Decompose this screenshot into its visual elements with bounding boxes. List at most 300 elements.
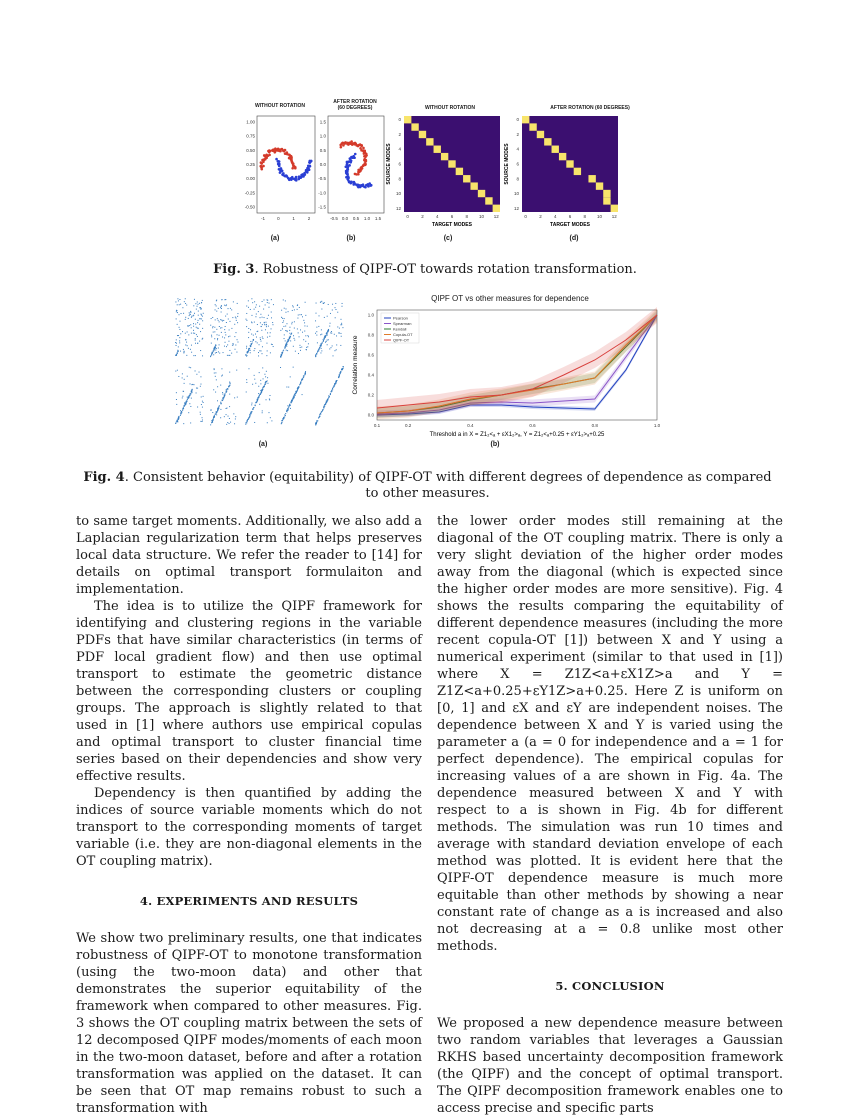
copula-point: [254, 422, 255, 423]
copula-point: [216, 379, 217, 380]
copula-point: [291, 399, 292, 400]
copula-point: [302, 394, 303, 395]
copula-point: [262, 412, 263, 413]
copula-point: [335, 303, 336, 304]
copula-point: [188, 326, 189, 327]
copula-point: [321, 329, 322, 330]
copula-point: [179, 304, 180, 305]
matrix-cell: [441, 153, 448, 160]
copula-point: [315, 424, 316, 425]
copula-point: [228, 341, 229, 342]
copula-point: [263, 299, 264, 300]
copula-point: [198, 320, 199, 321]
copula-point: [327, 316, 328, 317]
matrix-cell: [493, 205, 500, 212]
copula-point: [294, 328, 295, 329]
copula-point: [248, 332, 249, 333]
copula-point: [326, 341, 327, 342]
fig3-panel-d-title: AFTER ROTATION (60 DEGREES): [550, 105, 630, 111]
copula-point: [180, 414, 181, 415]
y-tick-label: -0.25: [244, 190, 255, 196]
copula-point: [176, 343, 177, 344]
copula-point: [224, 305, 225, 306]
copula-point: [183, 391, 184, 392]
y-tick-label: 1.0: [319, 133, 326, 139]
copula-point: [183, 313, 184, 314]
copula-point: [202, 407, 203, 408]
copula-point: [177, 353, 178, 354]
copula-point: [285, 346, 286, 347]
moon-point: [350, 181, 353, 184]
copula-point: [300, 383, 301, 384]
copula-point: [317, 420, 318, 421]
copula-point: [294, 321, 295, 322]
legend-label: Spearman: [393, 321, 412, 326]
copula-point: [318, 418, 319, 419]
copula-point: [201, 302, 202, 303]
copula-point: [228, 336, 229, 337]
copula-point: [265, 322, 266, 323]
copula-point: [229, 386, 230, 387]
copula-point: [329, 348, 330, 349]
copula-point: [221, 375, 222, 376]
copula-point: [319, 414, 320, 415]
copula-point: [332, 389, 333, 390]
matrix-cell: [537, 131, 544, 138]
copula-point: [246, 313, 247, 314]
copula-point: [285, 345, 286, 346]
copula-point: [296, 392, 297, 393]
copula-point: [227, 314, 228, 315]
moon-point: [263, 154, 266, 157]
copula-point: [285, 330, 286, 331]
copula-point: [253, 340, 254, 341]
copula-point: [200, 386, 201, 387]
copula-point: [327, 335, 328, 336]
copula-point: [260, 322, 261, 323]
copula-point: [194, 333, 195, 334]
y-tick-label: 12: [395, 205, 401, 211]
copula-point: [199, 303, 200, 304]
copula-point: [304, 331, 305, 332]
copula-point: [229, 394, 230, 395]
copula-point: [295, 395, 296, 396]
copula-point: [229, 385, 230, 386]
copula-point: [199, 341, 200, 342]
copula-point: [254, 379, 255, 380]
left-paragraph-2: The idea is to utilize the QIPF framework for identifying and clustering regions in the variable PDFs that have similar characteristics (in terms of PDF local gradient flow) and then use optimal transport to estimate the geometric distance between the corresponding clusters or coupling groups. The approach is slightly related to that used in [1] where authors use empirical copulas and optimal transport to cluster financial time series based on their dependencies and show very effective results.: [76, 599, 422, 784]
copula-point: [319, 349, 320, 350]
copula-point: [264, 324, 265, 325]
x-tick-label: -0.5: [330, 216, 338, 221]
copula-point: [289, 337, 290, 338]
copula-point: [176, 339, 177, 340]
moon-point: [340, 146, 343, 149]
copula-point: [290, 405, 291, 406]
copula-point: [215, 414, 216, 415]
copula-point: [184, 301, 185, 302]
moon-point: [354, 153, 357, 156]
copula-point: [210, 325, 211, 326]
copula-point: [315, 320, 316, 321]
copula-point: [301, 379, 302, 380]
copula-point: [213, 326, 214, 327]
copula-point: [191, 345, 192, 346]
copula-point: [225, 393, 226, 394]
copula-point: [304, 322, 305, 323]
copula-point: [327, 344, 328, 345]
x-tick-label: 2: [539, 214, 542, 219]
copula-point: [293, 395, 294, 396]
copula-point: [200, 314, 201, 315]
copula-point: [323, 409, 324, 410]
copula-point: [219, 335, 220, 336]
y-tick-label: 1.0: [367, 312, 374, 318]
copula-point: [316, 423, 317, 424]
copula-point: [272, 324, 273, 325]
copula-point: [177, 335, 178, 336]
copula-point: [271, 299, 272, 300]
copula-point: [246, 346, 247, 347]
copula-point: [217, 386, 218, 387]
copula-point: [259, 395, 260, 396]
matrix-cell: [611, 205, 618, 212]
copula-point: [214, 348, 215, 349]
moon-point: [260, 168, 263, 171]
copula-point: [178, 300, 179, 301]
copula-point: [315, 423, 316, 424]
copula-point: [260, 350, 261, 351]
copula-point: [254, 348, 255, 349]
copula-point: [211, 420, 212, 421]
matrix-y-axis-label: SOURCE MODES: [504, 143, 510, 185]
copula-point: [331, 331, 332, 332]
copula-point: [267, 302, 268, 303]
fig3-letter-b: (b): [346, 235, 356, 242]
copula-point: [215, 352, 216, 353]
copula-point: [321, 344, 322, 345]
copula-point: [176, 404, 177, 405]
copula-point: [218, 347, 219, 348]
copula-point: [235, 349, 236, 350]
copula-point: [182, 307, 183, 308]
copula-point: [237, 342, 238, 343]
copula-point: [200, 331, 201, 332]
copula-point: [212, 327, 213, 328]
copula-point: [193, 330, 194, 331]
x-tick-label: 8: [583, 214, 587, 219]
copula-point: [269, 399, 270, 400]
copula-point: [332, 388, 333, 389]
copula-point: [252, 322, 253, 323]
copula-point: [201, 396, 202, 397]
copula-point: [266, 326, 267, 327]
fig4-letter-a: (a): [258, 441, 268, 448]
copula-point: [258, 396, 259, 397]
copula-point: [255, 334, 256, 335]
copula-point: [245, 422, 246, 423]
copula-point: [250, 412, 251, 413]
copula-point: [285, 413, 286, 414]
copula-point: [288, 407, 289, 408]
copula-point: [303, 320, 304, 321]
copula-point: [328, 329, 329, 330]
copula-point: [215, 309, 216, 310]
copula-point: [177, 312, 178, 313]
copula-point: [297, 309, 298, 310]
y-tick-label: 0.4: [367, 372, 374, 378]
y-tick-label: 4: [516, 146, 519, 152]
copula-point: [182, 409, 183, 410]
x-tick-label: 10: [597, 214, 603, 219]
moon-point: [282, 172, 285, 175]
copula-point: [268, 315, 269, 316]
copula-point: [226, 408, 227, 409]
copula-point: [176, 354, 177, 355]
copula-point: [233, 301, 234, 302]
copula-point: [184, 402, 185, 403]
copula-point: [326, 401, 327, 402]
copula-point: [182, 331, 183, 332]
copula-point: [217, 334, 218, 335]
copula-point: [295, 351, 296, 352]
copula-point: [291, 402, 292, 403]
copula-point: [229, 321, 230, 322]
copula-point: [300, 350, 301, 351]
copula-point: [200, 414, 201, 415]
copula-point: [233, 413, 234, 414]
copula-point: [320, 346, 321, 347]
copula-point: [341, 323, 342, 324]
moon-point: [301, 175, 304, 178]
fig4-chart-title: QIPF OT vs other measures for dependence: [431, 294, 589, 303]
copula-point: [224, 329, 225, 330]
copula-point: [340, 324, 341, 325]
copula-point: [285, 326, 286, 327]
copula-point: [255, 341, 256, 342]
matrix-cell: [434, 146, 441, 153]
copula-point: [220, 328, 221, 329]
copula-point: [317, 352, 318, 353]
copula-point: [260, 314, 261, 315]
x-tick-label: 6: [450, 214, 454, 219]
copula-point: [299, 336, 300, 337]
copula-point: [230, 422, 231, 423]
y-tick-label: 0: [516, 117, 519, 123]
copula-point: [250, 415, 251, 416]
copula-point: [203, 396, 204, 397]
copula-point: [225, 334, 226, 335]
y-tick-label: 10: [513, 191, 519, 197]
copula-point: [175, 342, 176, 343]
copula-point: [288, 311, 289, 312]
copula-point: [225, 326, 226, 327]
y-tick-label: 8: [398, 176, 401, 182]
matrix-x-axis-label: TARGET MODES: [432, 222, 472, 228]
copula-point: [225, 305, 226, 306]
copula-point: [264, 317, 265, 318]
copula-point: [299, 307, 300, 308]
copula-point: [289, 327, 290, 328]
left-column: [76, 513, 422, 1117]
copula-point: [176, 318, 177, 319]
moon-point: [357, 173, 360, 176]
copula-point: [182, 396, 183, 397]
copula-point: [246, 422, 247, 423]
copula-point: [281, 422, 282, 423]
moon-point: [276, 160, 279, 163]
copula-point: [258, 352, 259, 353]
copula-point: [260, 383, 261, 384]
copula-point: [221, 332, 222, 333]
copula-point: [260, 337, 261, 338]
right-paragraph-2: We proposed a new dependence measure between two random variables that leverages a Gaussian RKHS based uncertainty decomposition framework (the QIPF) and the concept of optimal transport. The QIPF decomposition framework enables one to access precise and specific parts: [437, 1016, 783, 1116]
moon-point: [280, 170, 283, 173]
copula-point: [268, 326, 269, 327]
copula-point: [265, 381, 266, 382]
matrix-cell: [478, 190, 485, 197]
copula-point: [176, 310, 177, 311]
copula-point: [306, 347, 307, 348]
copula-point: [287, 342, 288, 343]
copula-point: [254, 309, 255, 310]
copula-point: [190, 349, 191, 350]
copula-point: [287, 341, 288, 342]
copula-point: [226, 389, 227, 390]
copula-point: [223, 397, 224, 398]
copula-point: [264, 385, 265, 386]
copula-point: [214, 369, 215, 370]
copula-point: [212, 352, 213, 353]
copula-point: [302, 378, 303, 379]
copula-point: [281, 310, 282, 311]
copula-point: [251, 403, 252, 404]
fig4-caption: [75, 470, 780, 502]
copula-point: [283, 326, 284, 327]
copula-point: [262, 353, 263, 354]
copula-point: [271, 344, 272, 345]
copula-point: [283, 299, 284, 300]
fig4-copula-grid: [175, 298, 350, 428]
copula-point: [305, 335, 306, 336]
copula-point: [213, 418, 214, 419]
copula-point: [305, 341, 306, 342]
copula-point: [327, 399, 328, 400]
matrix-cell: [522, 116, 529, 123]
copula-point: [183, 349, 184, 350]
copula-point: [213, 349, 214, 350]
copula-point: [246, 379, 247, 380]
copula-point: [293, 367, 294, 368]
copula-point: [251, 334, 252, 335]
copula-point: [316, 327, 317, 328]
copula-point: [285, 415, 286, 416]
copula-point: [255, 316, 256, 317]
copula-point: [237, 339, 238, 340]
matrix-cell: [566, 160, 573, 167]
x-tick-label: 0.1: [373, 423, 381, 428]
copula-point: [303, 375, 304, 376]
copula-point: [183, 408, 184, 409]
copula-point: [288, 408, 289, 409]
copula-point: [220, 319, 221, 320]
copula-point: [196, 392, 197, 393]
copula-point: [222, 375, 223, 376]
copula-point: [330, 313, 331, 314]
copula-point: [215, 319, 216, 320]
copula-point: [292, 399, 293, 400]
matrix-y-axis-label: SOURCE MODES: [386, 143, 392, 185]
copula-point: [328, 339, 329, 340]
matrix-cell: [552, 146, 559, 153]
copula-point: [298, 332, 299, 333]
copula-point: [177, 370, 178, 371]
copula-point: [284, 334, 285, 335]
copula-point: [217, 318, 218, 319]
copula-point: [195, 338, 196, 339]
x-tick-label: 2: [307, 216, 311, 221]
copula-point: [193, 323, 194, 324]
copula-point: [213, 389, 214, 390]
y-tick-label: 2: [516, 131, 519, 137]
copula-point: [253, 335, 254, 336]
copula-point: [298, 353, 299, 354]
copula-point: [229, 423, 230, 424]
copula-point: [227, 344, 228, 345]
copula-point: [283, 419, 284, 420]
copula-point: [267, 318, 268, 319]
copula-point: [221, 368, 222, 369]
copula-point: [280, 357, 281, 358]
copula-point: [340, 345, 341, 346]
copula-point: [200, 308, 201, 309]
chart-legend: [381, 313, 419, 343]
copula-point: [218, 408, 219, 409]
copula-point: [187, 325, 188, 326]
copula-point: [272, 344, 273, 345]
copula-point: [253, 407, 254, 408]
copula-point: [246, 306, 247, 307]
copula-point: [182, 377, 183, 378]
copula-point: [183, 352, 184, 353]
copula-point: [197, 328, 198, 329]
copula-point: [286, 411, 287, 412]
copula-point: [268, 307, 269, 308]
copula-point: [318, 349, 319, 350]
copula-point: [324, 317, 325, 318]
copula-point: [321, 334, 322, 335]
fig4-letter-b: (b): [490, 441, 500, 448]
copula-point: [329, 326, 330, 327]
copula-point: [248, 337, 249, 338]
copula-point: [316, 303, 317, 304]
copula-point: [185, 303, 186, 304]
copula-point: [216, 414, 217, 415]
copula-point: [181, 411, 182, 412]
copula-point: [307, 335, 308, 336]
copula-point: [217, 339, 218, 340]
copula-point: [257, 342, 258, 343]
copula-point: [234, 423, 235, 424]
copula-point: [228, 355, 229, 356]
copula-point: [257, 398, 258, 399]
copula-point: [180, 410, 181, 411]
copula-point: [267, 337, 268, 338]
copula-point: [297, 390, 298, 391]
right-paragraph-1: the lower order modes still remaining at the diagonal of the OT coupling matrix. There is only a very slight deviation of the higher order modes away from the diagonal (which is expected since the higher order modes are more sensitive). Fig. 4 shows the results comparing the equitability of different dependence measures (including the more recent copula-OT [1]) between X and Y using a numerical experiment (similar to that used in [1]) where X = Z1Z<a+εX1Z>a and Y = Z1Z<a+0.25+εY1Z>a+0.25. Here Z is uniform on [0, 1] and εX and εY are independent noises. The dependence between X and Y is varied using the parameter a (a = 0 for independence and a = 1 for perfect dependence). The empirical copulas for increasing values of a are shown in Fig. 4a. The dependence measured between X and Y with respect to a is shown in Fig. 4b for different methods. The simulation was run 10 times and average with standard deviation envelope of each method was plotted. It is evident here that the QIPF-OT dependence measure is much more equitable than other methods by showing a near constant rate of change as a is increased and also not decreasing at a = 0.8 unlike most other methods.: [437, 514, 783, 954]
copula-point: [211, 318, 212, 319]
copula-point: [252, 341, 253, 342]
